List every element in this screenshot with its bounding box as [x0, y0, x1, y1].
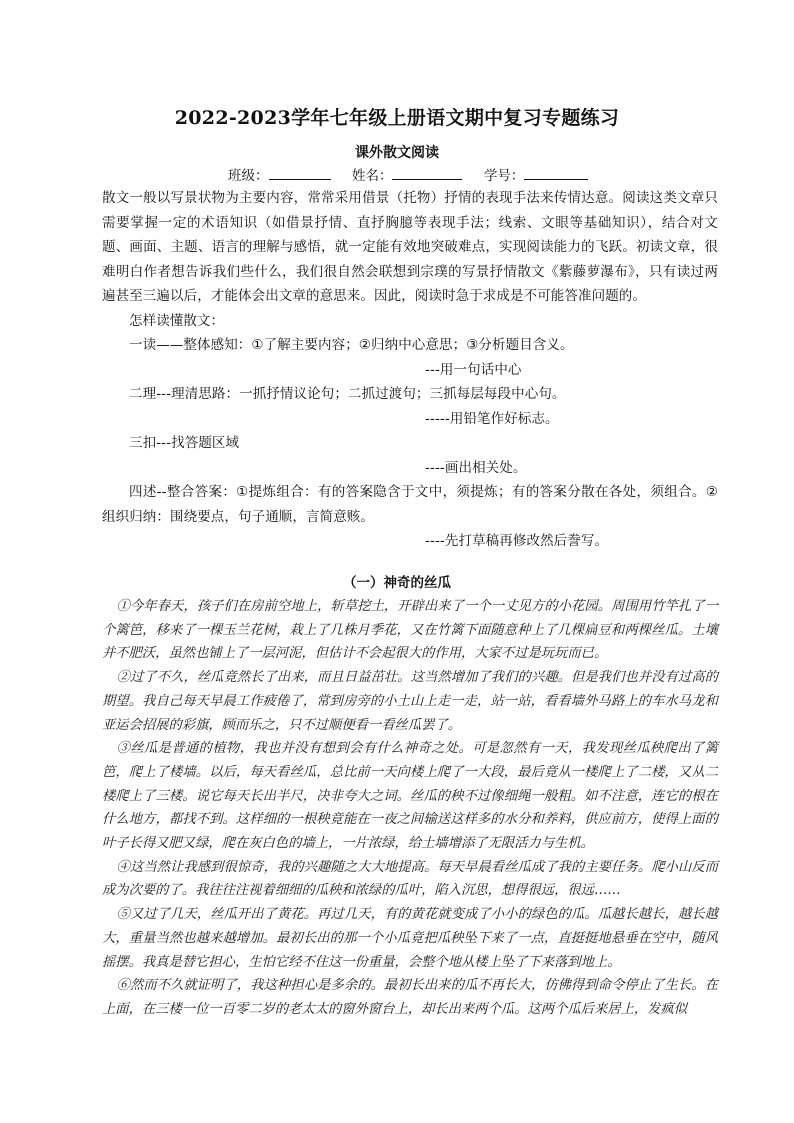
- page-subtitle: 课外散文阅读: [355, 145, 439, 161]
- step-3-note: ----画出相关处。: [425, 459, 527, 476]
- step-4-note: ----先打草稿再修改然后誊写。: [425, 533, 609, 549]
- story-paragraph-1: ①今年春天，孩子们在房前空地上，斩草挖土，开辟出来了一个一丈见方的小花园。周围用竹竿扎了一个篱笆，移来了一棵玉兰花树，栽上了几株月季花，又在竹篱下面随意种上了几棵扁豆和两棵丝瓜。土壤并不肥沃，虽然也铺上了一层河泥，但估计不会起很大的作用，大家不过是玩玩而已。: [102, 599, 718, 662]
- story-text: [102, 595, 718, 1022]
- story-paragraph-2: ②过了不久，丝瓜竟然长了出来，而且日益茁壮。这当然增加了我们的兴趣。但是我们也并没有过高的期望。我自己每天早晨工作疲倦了，常到房旁的小土山上走一走，站一站，看看墙外马路上的车水马龙和亚运会招展的彩旗，顾而乐之，只不过顺便看一看丝瓜罢了。: [102, 670, 718, 733]
- how-to-read-heading: 怎样读懂散文：: [129, 312, 225, 329]
- story-paragraph-5: ⑤又过了几天，丝瓜开出了黄花。再过几天，有的黄花就变成了小小的绿色的瓜。瓜越长越长，越长越大，重量当然也越来越增加。最初长出的那一个小瓜竟把瓜秧坠下来了一点，直挺挺地悬垂在空中，随风摇摆。我真是替它担心，生怕它经不住这一份重量，会整个地从楼上坠了下来落到地上。: [102, 907, 718, 970]
- step-2: 二理---理清思路：一抓抒情议论句；二抓过渡句；三抓每层每段中心句。: [129, 386, 566, 402]
- story-paragraph-3: ③丝瓜是普通的植物，我也并没有想到会有什么神奇之处。可是忽然有一天，我发现丝瓜秧爬出了篱笆，爬上了楼墙。以后，每天看丝瓜，总比前一天向楼上爬了一大段，最后竟从一楼爬上了二楼，又从二楼爬上了三楼。说它每天长出半尺，决非夸大之词。丝瓜的秧不过像细绳一般粗。如不注意，连它的根在什么地方，都找不到。这样细的一根秧竟能在一夜之间输送这样多的水分和养料，供应前方，使得上面的叶子长得又肥又绿，爬在灰白色的墙上，一片浓绿，给土墙增添了无限活力与生机。: [102, 741, 718, 852]
- student-info-line: [228, 164, 588, 184]
- step-1: 一读——整体感知：①了解主要内容；②归纳中心意思；③分析题目含义。: [129, 337, 574, 353]
- student-id-label: 学号：: [483, 168, 525, 184]
- class-blank[interactable]: [269, 164, 331, 180]
- section-title: （一）神奇的丝瓜: [343, 575, 451, 591]
- step-3: 三扣---找答题区域: [129, 435, 240, 451]
- reading-guide: [102, 186, 718, 554]
- step-1-note: ---用一句话中心: [425, 361, 522, 378]
- story-paragraph-4: ④这当然让我感到很惊奇，我的兴趣随之大大地提高。每天早晨看丝瓜成了我的主要任务。爬小山反而成为次要的了。我往往注视着细细的瓜秧和浓绿的瓜叶，陷入沉思，想得很远，很远……: [102, 859, 718, 899]
- student-id-blank[interactable]: [524, 164, 588, 180]
- page-title: 2022-2023学年七年级上册语文期中复习专题练习: [174, 107, 620, 129]
- class-label: 班级：: [228, 168, 269, 184]
- step-4: 四述--整合答案：①提炼组合：有的答案隐含于文中，须提炼；有的答案分散在各处，须组合。②组织归纳：围绕要点，句子通顺，言简意赅。: [102, 484, 718, 525]
- intro-paragraph: 散文一般以写景状物为主要内容，常常采用借景（托物）抒情的表现手法来传情达意。阅读这类文章只需要掌握一定的术语知识（如借景抒情、直抒胸臆等表现手法；线索、文眼等基础知识），结合对文题、画面、主题、语言的理解与感悟，就一定能有效地突破难点，实现阅读能力的飞跃。初读文章，很难明白作者想告诉我们些什么，我们很自然会联想到宗璞的写景抒情散文《紫藤萝瀑布》，只有读过两遍甚至三遍以后，才能体会出文章的意思来。因此，阅读时急于求成是不可能答准问题的。: [102, 190, 718, 304]
- name-label: 姓名：: [351, 168, 393, 184]
- name-blank[interactable]: [392, 164, 462, 180]
- story-paragraph-6: ⑥然而不久就证明了，我这种担心是多余的。最初长出来的瓜不再长大，仿佛得到命令停止了生长。在上面，在三楼一位一百零二岁的老太太的窗外窗台上，却长出来两个瓜。这两个瓜后来居上，发疯似: [102, 978, 718, 1017]
- step-2-note: -----用铅笔作好标志。: [425, 410, 559, 427]
